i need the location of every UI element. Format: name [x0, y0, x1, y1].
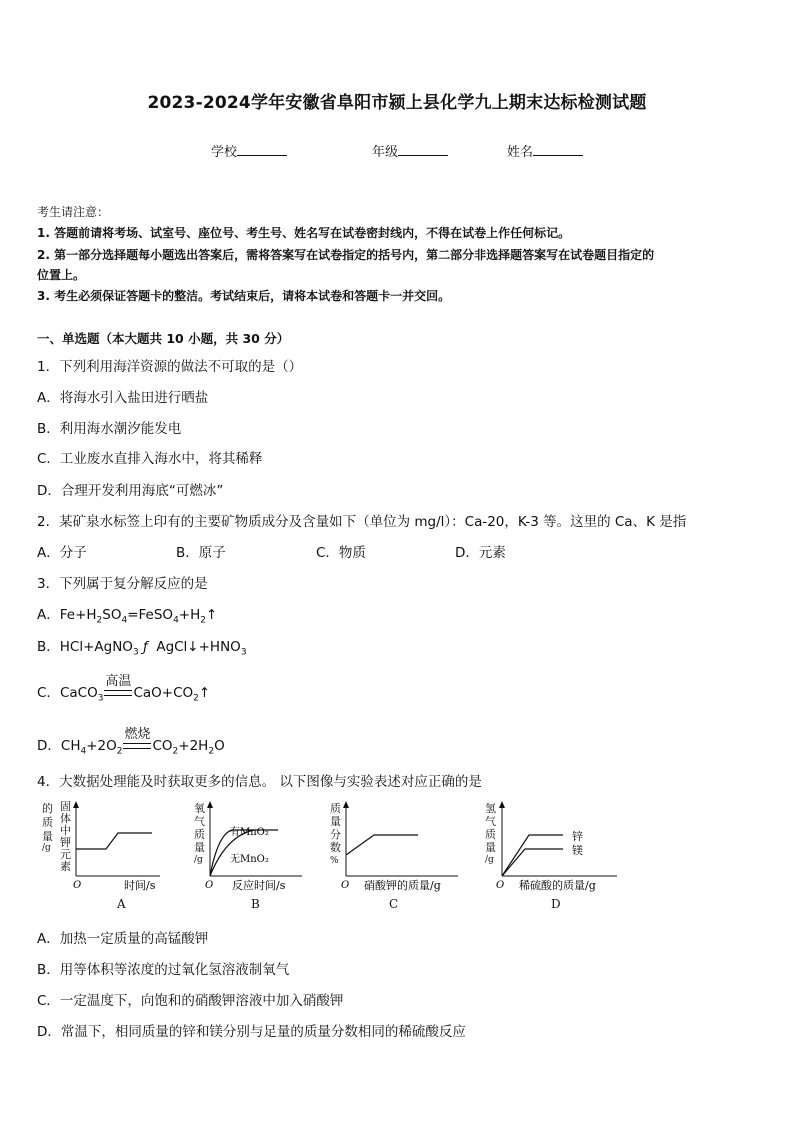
q1-option-c: C．工业废水直排入海水中，将其稀释	[37, 451, 263, 467]
q4-option-d: D．常温下，相同质量的锌和镁分别与足量的质量分数相同的稀硫酸反应	[37, 1024, 466, 1040]
graph-b-xlabel: 反应时间/s	[232, 879, 286, 892]
name-label: 姓名	[507, 145, 534, 160]
q2-stem: 2．某矿泉水标签上印有的主要矿物质成分及含量如下（单位为 mg/l）：Ca-20，K-3 等。这里的 Ca、K 是指	[37, 514, 687, 530]
grade-label: 年级	[372, 145, 399, 160]
burn-condition: 燃烧	[122, 738, 152, 754]
graph-b-ylabel-3: 量	[194, 841, 205, 854]
graph-d-caption: D	[551, 897, 561, 911]
graph-a-ylabel-left-3: /g	[42, 843, 51, 853]
notes-heading: 考生请注意：	[37, 205, 110, 219]
q2-option-b: B．原子	[176, 545, 226, 561]
graph-d-xlabel: 稀硫酸的质量/g	[519, 879, 596, 892]
q4-stem: 4．大数据处理能及时获取更多的信息。 以下图像与实验表述对应正确的是	[37, 774, 482, 790]
graph-d-ylabel-4: /g	[485, 855, 494, 865]
graph-c	[322, 800, 462, 892]
graph-b-caption: B	[251, 897, 260, 911]
graph-a-ylabel-0: 固	[60, 800, 71, 813]
q3-option-c: C．CaCO$_3$ 高温 $CaO+CO_2↑$	[37, 674, 211, 704]
graph-c-line	[346, 835, 418, 855]
school-blank	[237, 142, 287, 156]
graph-c-ylabel-4: %	[330, 856, 339, 866]
graph-d-origin: O	[496, 880, 505, 891]
q4-option-b: B．用等体积等浓度的过氧化氢溶液制氧气	[37, 962, 290, 978]
grade-blank	[398, 142, 448, 156]
graph-c-ylabel-3: 数	[330, 841, 341, 854]
graph-d-ylabel-0: 氢	[485, 802, 496, 815]
graph-c-ylabel-2: 分	[330, 828, 341, 841]
note-3: 3. 考生必须保证答题卡的整洁。考试结束后，请将本试卷和答题卡一并交回。	[37, 289, 451, 303]
q3-option-a: A．$Fe+H_2SO_4=FeSO_4+H_2↑$	[37, 607, 218, 626]
graph-a-caption: A	[117, 897, 126, 911]
graph-d-line2-label: 镁	[572, 844, 583, 857]
graph-a-ylabel-3: 钾	[60, 836, 71, 849]
name-field	[507, 141, 583, 160]
heat-condition: 高温	[103, 685, 133, 701]
q4-option-c: C．一定温度下，向饱和的硝酸钾溶液中加入硝酸钾	[37, 993, 344, 1009]
q2-option-a: A．分子	[37, 545, 87, 561]
q2-option-d: D．元素	[455, 545, 506, 561]
graph-b-ylabel-4: /g	[194, 855, 203, 865]
note-2: 2. 第一部分选择题每小题选出答案后，需将答案写在试卷指定的括号内，第二部分非选择题答案写在试卷题目指定的	[37, 248, 655, 262]
graph-d-ylabel-3: 量	[485, 841, 496, 854]
name-blank	[533, 142, 583, 156]
graph-d-ylabel-1: 气	[485, 815, 496, 828]
graph-a-ylabel-5: 素	[60, 860, 71, 873]
graph-a-line	[76, 833, 152, 849]
graph-c-origin: O	[341, 880, 350, 891]
q3-option-d: D．$CH_4+2O_2$ 燃烧 $CO_2+2H_2O$	[37, 727, 225, 757]
graph-c-ylabel-1: 量	[330, 815, 341, 828]
graph-d	[481, 800, 621, 892]
graph-a-ylabel-left-2: 量	[42, 830, 53, 843]
graph-a-ylabel-left-1: 质	[42, 816, 53, 829]
graph-b-ylabel-1: 气	[194, 815, 205, 828]
graph-c-xlabel: 硝酸钾的质量/g	[364, 879, 441, 892]
note-1: 1. 答题前请将考场、试室号、座位号、考生号、姓名写在试卷密封线内，不得在试卷上作任何标记。	[37, 226, 571, 240]
graph-b	[186, 800, 306, 892]
q3-stem: 3．下列属于复分解反应的是	[37, 576, 208, 592]
section-heading: 一、单选题（本大题共 10 小题，共 30 分）	[37, 331, 290, 346]
graph-b-curve2-label: 无MnO₂	[230, 854, 269, 865]
q4-option-a: A．加热一定质量的高锰酸钾	[37, 931, 209, 947]
school-label: 学校	[211, 145, 238, 160]
graph-d-line1-label: 锌	[572, 830, 583, 843]
graph-a-ylabel-2: 中	[60, 824, 71, 837]
graph-b-curve1-label: 有MnO₂	[230, 827, 269, 838]
q1-option-a: A．将海水引入盐田进行晒盐	[37, 390, 209, 406]
q1-option-d: D．合理开发利用海底“可燃冰”	[37, 483, 224, 499]
graph-d-line-zinc	[502, 835, 563, 876]
grade-field	[372, 141, 448, 160]
graph-b-ylabel-2: 质	[194, 828, 205, 841]
graph-a-xlabel: 时间/s	[124, 879, 156, 892]
graph-b-origin: O	[205, 880, 214, 891]
q2-option-c: C．物质	[316, 545, 366, 561]
q1-option-b: B．利用海水潮汐能发电	[37, 421, 182, 437]
graph-a-ylabel-4: 元	[60, 848, 71, 861]
graph-c-caption: C	[389, 897, 399, 911]
graph-d-ylabel-2: 质	[485, 828, 496, 841]
graph-c-ylabel-0: 质	[330, 802, 341, 815]
graph-b-ylabel-0: 氧	[194, 802, 205, 815]
note-2-cont: 位置上。	[37, 268, 86, 282]
graph-a-origin: O	[73, 880, 82, 891]
school-field	[211, 141, 287, 160]
q3-option-b: B．HCl+AgNO$_3$ ƒ $AgCl↓+HNO_3$	[37, 639, 247, 658]
graph-a	[42, 800, 164, 892]
q1-stem: 1．下列利用海洋资源的做法不可取的是（）	[37, 359, 303, 375]
graph-a-ylabel-1: 体	[60, 812, 71, 825]
page-title: 2023-2024学年安徽省阜阳市颍上县化学九上期末达标检测试题	[147, 93, 647, 113]
graph-a-ylabel-left-0: 的	[42, 802, 53, 815]
